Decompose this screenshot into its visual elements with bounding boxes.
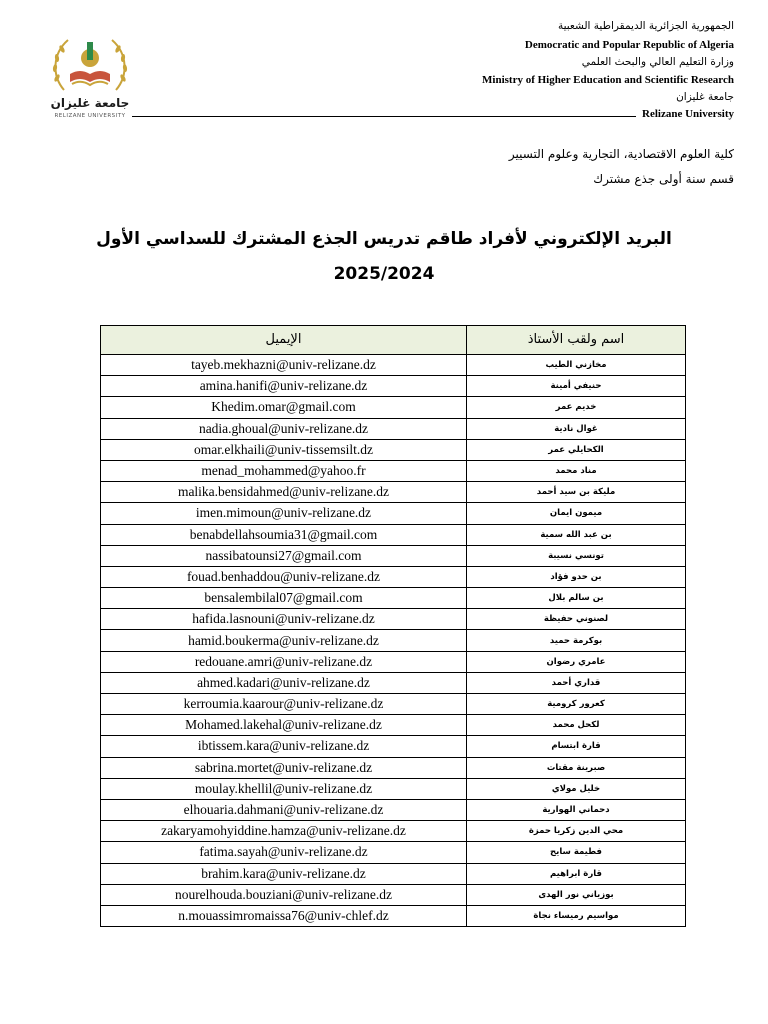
teacher-name-cell: كعرور كرومية xyxy=(467,694,686,715)
teacher-name-cell: قارة ابراهيم xyxy=(467,863,686,884)
table-row xyxy=(101,355,686,376)
table-row xyxy=(101,863,686,884)
table-row xyxy=(101,821,686,842)
table-row xyxy=(101,397,686,418)
table-row xyxy=(101,672,686,693)
teacher-name-cell: لكحل محمد xyxy=(467,715,686,736)
table-row xyxy=(101,524,686,545)
header-divider xyxy=(132,116,636,117)
table-row xyxy=(101,694,686,715)
table-body xyxy=(101,355,686,927)
academic-year: 2025/2024 xyxy=(333,264,435,284)
table-row xyxy=(101,757,686,778)
teacher-name-cell: مواسيم رميساء نجاة xyxy=(467,905,686,926)
email-cell: hafida.lasnouni@univ-relizane.dz xyxy=(101,609,467,630)
teacher-name-cell: خديم عمر xyxy=(467,397,686,418)
table-row xyxy=(101,630,686,651)
email-cell: malika.bensidahmed@univ-relizane.dz xyxy=(101,482,467,503)
email-cell: ibtissem.kara@univ-relizane.dz xyxy=(101,736,467,757)
ministry-arabic: وزارة التعليم العالي والبحث العلمي xyxy=(581,56,734,68)
teacher-name-cell: مخازني الطيب xyxy=(467,355,686,376)
teacher-name-cell: غوال نادية xyxy=(467,418,686,439)
email-cell: elhouaria.dahmani@univ-relizane.dz xyxy=(101,799,467,820)
column-header-name: اسم ولقب الأستاذ xyxy=(467,326,686,355)
email-cell: Khedim.omar@gmail.com xyxy=(101,397,467,418)
email-cell: omar.elkhaili@univ-tissemsilt.dz xyxy=(101,439,467,460)
email-cell: sabrina.mortet@univ-relizane.dz xyxy=(101,757,467,778)
table-row xyxy=(101,460,686,481)
email-cell: fouad.benhaddou@univ-relizane.dz xyxy=(101,566,467,587)
email-cell: hamid.boukerma@univ-relizane.dz xyxy=(101,630,467,651)
laurel-book-emblem-icon xyxy=(48,30,132,100)
teacher-name-cell: تونسي نسيبة xyxy=(467,545,686,566)
table-row xyxy=(101,884,686,905)
email-cell: ahmed.kadari@univ-relizane.dz xyxy=(101,672,467,693)
column-header-email: الإيميل xyxy=(101,326,467,355)
university-english: Relizane University xyxy=(638,108,734,120)
email-cell: fatima.sayah@univ-relizane.dz xyxy=(101,842,467,863)
teacher-name-cell: فطيمة سايح xyxy=(467,842,686,863)
teacher-name-cell: صبرينة مقتات xyxy=(467,757,686,778)
email-cell: moulay.khellil@univ-relizane.dz xyxy=(101,778,467,799)
table-row xyxy=(101,439,686,460)
email-cell: imen.mimoun@univ-relizane.dz xyxy=(101,503,467,524)
email-cell: brahim.kara@univ-relizane.dz xyxy=(101,863,467,884)
email-cell: tayeb.mekhazni@univ-relizane.dz xyxy=(101,355,467,376)
teacher-name-cell: بن حدو فؤاد xyxy=(467,566,686,587)
table-row xyxy=(101,545,686,566)
logo-name-arabic: جامعة غليزان xyxy=(50,96,130,110)
teacher-name-cell: حنيفي أمينة xyxy=(467,376,686,397)
table-row xyxy=(101,482,686,503)
faculty-name: كلية العلوم الاقتصادية، التجارية وعلوم التسيير xyxy=(508,147,734,161)
ministry-english: Ministry of Higher Education and Scientific Research xyxy=(482,74,734,86)
email-cell: amina.hanifi@univ-relizane.dz xyxy=(101,376,467,397)
logo-name-english: RELIZANE UNIVERSITY xyxy=(54,113,126,119)
table-row xyxy=(101,418,686,439)
email-cell: n.mouassimromaissa76@univ-chlef.dz xyxy=(101,905,467,926)
email-cell: benabdellahsoumia31@gmail.com xyxy=(101,524,467,545)
teacher-name-cell: محي الدين زكريا حمزة xyxy=(467,821,686,842)
republic-english: Democratic and Popular Republic of Algeria xyxy=(524,39,734,51)
table-row xyxy=(101,778,686,799)
document-title: البريد الإلكتروني لأفراد طاقم تدريس الجذع المشترك للسداسي الأول xyxy=(96,229,672,249)
table-header-row xyxy=(101,326,686,355)
email-cell: nassibatounsi27@gmail.com xyxy=(101,545,467,566)
university-arabic: جامعة غليزان xyxy=(676,91,734,103)
email-cell: nadia.ghoual@univ-relizane.dz xyxy=(101,418,467,439)
teacher-name-cell: قارة ابتسام xyxy=(467,736,686,757)
table-row xyxy=(101,905,686,926)
email-cell: nourelhouda.bouziani@univ-relizane.dz xyxy=(101,884,467,905)
table-row xyxy=(101,842,686,863)
teacher-name-cell: بن عبد الله سمية xyxy=(467,524,686,545)
table-row xyxy=(101,503,686,524)
table-row xyxy=(101,651,686,672)
email-cell: redouane.amri@univ-relizane.dz xyxy=(101,651,467,672)
teacher-name-cell: خليل مولاي xyxy=(467,778,686,799)
table-row xyxy=(101,799,686,820)
table-row xyxy=(101,566,686,587)
teacher-name-cell: ميمون ايمان xyxy=(467,503,686,524)
teacher-name-cell: الكحايلي عمر xyxy=(467,439,686,460)
email-cell: menad_mohammed@yahoo.fr xyxy=(101,460,467,481)
table-row xyxy=(101,736,686,757)
email-cell: Mohamed.lakehal@univ-relizane.dz xyxy=(101,715,467,736)
email-cell: bensalembilal07@gmail.com xyxy=(101,588,467,609)
teacher-name-cell: عامري رضوان xyxy=(467,651,686,672)
republic-arabic: الجمهورية الجزائرية الديمقراطية الشعبية xyxy=(557,20,734,32)
teacher-name-cell: مليكة بن سيد أحمد xyxy=(467,482,686,503)
teacher-name-cell: قداري أحمد xyxy=(467,672,686,693)
email-table xyxy=(100,325,686,927)
teacher-name-cell: بوزياني نور الهدى xyxy=(467,884,686,905)
teacher-name-cell: مناد محمد xyxy=(467,460,686,481)
table-row xyxy=(101,715,686,736)
table-row xyxy=(101,376,686,397)
email-cell: kerroumia.kaarour@univ-relizane.dz xyxy=(101,694,467,715)
teacher-name-cell: لصنوني حفيظة xyxy=(467,609,686,630)
email-cell: zakaryamohyiddine.hamza@univ-relizane.dz xyxy=(101,821,467,842)
table-row xyxy=(101,609,686,630)
teacher-name-cell: بوكرمة حميد xyxy=(467,630,686,651)
department-name: قسم سنة أولى جذع مشترك xyxy=(593,172,734,186)
table-row xyxy=(101,588,686,609)
teacher-name-cell: بن سالم بلال xyxy=(467,588,686,609)
teacher-name-cell: دحماني الهوارية xyxy=(467,799,686,820)
